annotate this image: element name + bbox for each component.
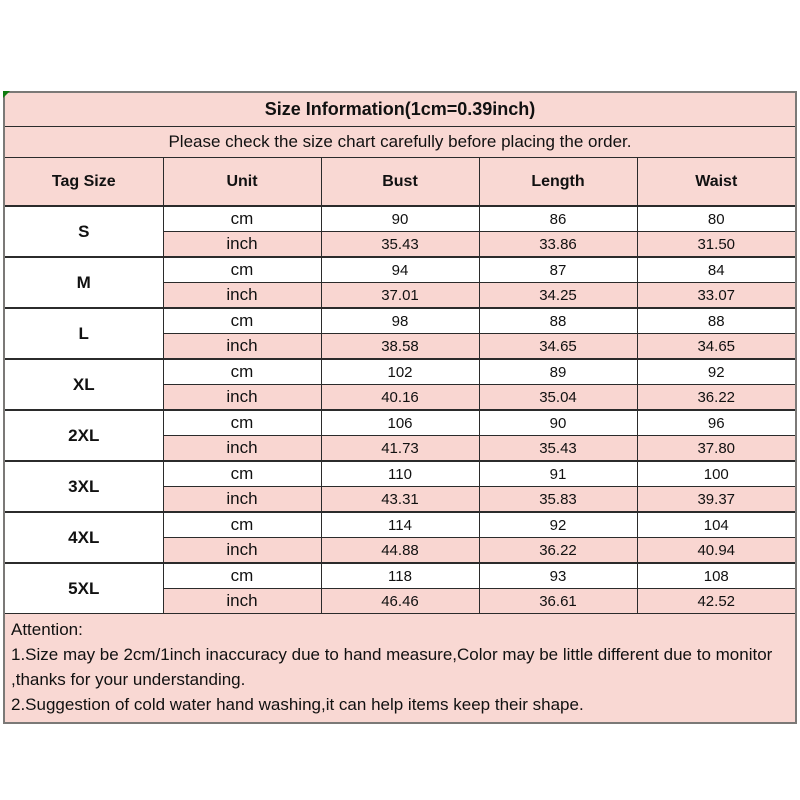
unit-cell: inch bbox=[163, 232, 321, 258]
measurement-cell: 36.22 bbox=[637, 385, 795, 411]
measurement-cell: 87 bbox=[479, 257, 637, 283]
measurement-cell: 43.31 bbox=[321, 487, 479, 513]
col-header-tag-size: Tag Size bbox=[5, 158, 163, 206]
measurement-cell: 35.83 bbox=[479, 487, 637, 513]
size-row-cm bbox=[5, 257, 795, 283]
col-header-waist: Waist bbox=[637, 158, 795, 206]
tag-size-cell: L bbox=[5, 308, 163, 359]
tag-size-cell: XL bbox=[5, 359, 163, 410]
measurement-cell: 36.22 bbox=[479, 538, 637, 564]
measurement-cell: 40.16 bbox=[321, 385, 479, 411]
unit-cell: inch bbox=[163, 385, 321, 411]
unit-cell: cm bbox=[163, 359, 321, 385]
measurement-cell: 84 bbox=[637, 257, 795, 283]
col-header-length: Length bbox=[479, 158, 637, 206]
size-row-cm bbox=[5, 563, 795, 589]
header-row bbox=[5, 158, 795, 206]
unit-cell: inch bbox=[163, 436, 321, 462]
measurement-cell: 36.61 bbox=[479, 589, 637, 614]
measurement-cell: 88 bbox=[637, 308, 795, 334]
unit-cell: inch bbox=[163, 589, 321, 614]
measurement-cell: 44.88 bbox=[321, 538, 479, 564]
size-chart-panel bbox=[3, 91, 797, 724]
unit-cell: cm bbox=[163, 410, 321, 436]
tag-size-cell: M bbox=[5, 257, 163, 308]
unit-cell: cm bbox=[163, 512, 321, 538]
size-row-cm bbox=[5, 512, 795, 538]
attention-lines bbox=[11, 642, 787, 717]
measurement-cell: 92 bbox=[637, 359, 795, 385]
measurement-cell: 118 bbox=[321, 563, 479, 589]
tag-size-cell: S bbox=[5, 206, 163, 257]
measurement-cell: 33.07 bbox=[637, 283, 795, 309]
measurement-cell: 39.37 bbox=[637, 487, 795, 513]
measurement-cell: 34.65 bbox=[479, 334, 637, 360]
tag-size-cell: 3XL bbox=[5, 461, 163, 512]
measurement-cell: 110 bbox=[321, 461, 479, 487]
unit-cell: inch bbox=[163, 334, 321, 360]
measurement-cell: 96 bbox=[637, 410, 795, 436]
measurement-cell: 37.80 bbox=[637, 436, 795, 462]
measurement-cell: 108 bbox=[637, 563, 795, 589]
col-header-unit: Unit bbox=[163, 158, 321, 206]
attention-section bbox=[5, 614, 795, 722]
measurement-cell: 88 bbox=[479, 308, 637, 334]
measurement-cell: 90 bbox=[479, 410, 637, 436]
measurement-cell: 89 bbox=[479, 359, 637, 385]
unit-cell: cm bbox=[163, 461, 321, 487]
measurement-cell: 37.01 bbox=[321, 283, 479, 309]
tag-size-cell: 2XL bbox=[5, 410, 163, 461]
measurement-cell: 114 bbox=[321, 512, 479, 538]
measurement-cell: 31.50 bbox=[637, 232, 795, 258]
size-table bbox=[5, 158, 795, 614]
size-row-cm bbox=[5, 461, 795, 487]
measurement-cell: 106 bbox=[321, 410, 479, 436]
measurement-cell: 102 bbox=[321, 359, 479, 385]
unit-cell: inch bbox=[163, 487, 321, 513]
measurement-cell: 42.52 bbox=[637, 589, 795, 614]
measurement-cell: 34.25 bbox=[479, 283, 637, 309]
unit-cell: inch bbox=[163, 538, 321, 564]
attention-line: ,thanks for your understanding. bbox=[11, 670, 246, 689]
col-header-bust: Bust bbox=[321, 158, 479, 206]
measurement-cell: 92 bbox=[479, 512, 637, 538]
measurement-cell: 33.86 bbox=[479, 232, 637, 258]
attention-line: 1.Size may be 2cm/1inch inaccuracy due to hand measure,Color may be little different due to monitor bbox=[11, 645, 773, 664]
size-row-cm bbox=[5, 359, 795, 385]
measurement-cell: 94 bbox=[321, 257, 479, 283]
measurement-cell: 86 bbox=[479, 206, 637, 232]
measurement-cell: 41.73 bbox=[321, 436, 479, 462]
measurement-cell: 93 bbox=[479, 563, 637, 589]
tag-size-cell: 5XL bbox=[5, 563, 163, 614]
unit-cell: cm bbox=[163, 563, 321, 589]
measurement-cell: 35.04 bbox=[479, 385, 637, 411]
size-row-cm bbox=[5, 206, 795, 232]
size-table-body bbox=[5, 206, 795, 614]
attention-line: 2.Suggestion of cold water hand washing,it can help items keep their shape. bbox=[11, 695, 584, 714]
size-chart-subtitle: Please check the size chart carefully before placing the order. bbox=[5, 127, 795, 158]
measurement-cell: 35.43 bbox=[479, 436, 637, 462]
unit-cell: cm bbox=[163, 206, 321, 232]
measurement-cell: 100 bbox=[637, 461, 795, 487]
measurement-cell: 46.46 bbox=[321, 589, 479, 614]
unit-cell: inch bbox=[163, 283, 321, 309]
size-chart-title: Size Information(1cm=0.39inch) bbox=[5, 93, 795, 127]
unit-cell: cm bbox=[163, 308, 321, 334]
size-row-cm bbox=[5, 410, 795, 436]
measurement-cell: 98 bbox=[321, 308, 479, 334]
measurement-cell: 80 bbox=[637, 206, 795, 232]
tag-size-cell: 4XL bbox=[5, 512, 163, 563]
measurement-cell: 104 bbox=[637, 512, 795, 538]
measurement-cell: 90 bbox=[321, 206, 479, 232]
measurement-cell: 38.58 bbox=[321, 334, 479, 360]
measurement-cell: 35.43 bbox=[321, 232, 479, 258]
measurement-cell: 40.94 bbox=[637, 538, 795, 564]
size-row-cm bbox=[5, 308, 795, 334]
attention-heading: Attention: bbox=[11, 620, 83, 639]
measurement-cell: 34.65 bbox=[637, 334, 795, 360]
unit-cell: cm bbox=[163, 257, 321, 283]
measurement-cell: 91 bbox=[479, 461, 637, 487]
